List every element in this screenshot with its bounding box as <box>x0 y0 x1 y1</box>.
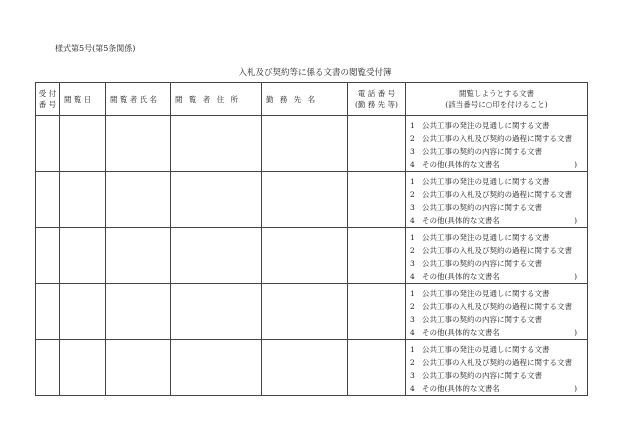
documents-cell <box>406 116 588 172</box>
documents-cell <box>406 340 588 396</box>
document-option-4[interactable] <box>410 326 587 339</box>
form-number: 様式第5号(第5条関係) <box>55 44 136 53</box>
view-date-cell[interactable] <box>60 172 106 228</box>
document-option-list <box>406 284 587 339</box>
document-option-4[interactable] <box>410 270 587 283</box>
closing-paren: ) <box>574 216 577 225</box>
documents-cell <box>406 172 588 228</box>
option-label: その他(具体的な文書名 <box>422 216 500 225</box>
viewer-address-cell[interactable] <box>171 116 262 172</box>
workplace-cell[interactable] <box>262 116 348 172</box>
document-option-list <box>406 340 587 395</box>
receipt-number-cell[interactable] <box>36 116 60 172</box>
document-option-2[interactable] <box>410 300 587 313</box>
closing-paren: ) <box>574 272 577 281</box>
document-title: 入札及び契約等に係る文書の閲覧受付簿 <box>238 68 392 78</box>
option-number: 4 <box>410 328 415 337</box>
option-label: 公共工事の入札及び契約の過程に関する文書 <box>422 190 572 199</box>
header-phone <box>348 83 406 116</box>
option-number: 3 <box>410 147 415 156</box>
header-receipt-number-line1: 受 付 <box>38 89 57 98</box>
header-phone-line2: (勤 務 先 等) <box>354 100 398 109</box>
document-option-list <box>406 228 587 283</box>
workplace-cell[interactable] <box>262 172 348 228</box>
view-date-cell[interactable] <box>60 116 106 172</box>
phone-cell[interactable] <box>348 340 406 396</box>
viewer-name-cell[interactable] <box>106 116 171 172</box>
header-row <box>36 83 588 116</box>
option-number: 2 <box>410 358 415 367</box>
table-row <box>36 340 588 396</box>
receipt-number-cell[interactable] <box>36 228 60 284</box>
closing-paren: ) <box>574 328 577 337</box>
table-row <box>36 228 588 284</box>
closing-paren: ) <box>574 384 577 393</box>
option-number: 1 <box>410 177 415 186</box>
viewer-address-cell[interactable] <box>171 172 262 228</box>
document-option-3[interactable] <box>410 145 587 158</box>
phone-cell[interactable] <box>348 172 406 228</box>
viewer-name-cell[interactable] <box>106 172 171 228</box>
workplace-cell[interactable] <box>262 284 348 340</box>
header-documents-line2: (該当番号に○印を付けること) <box>445 100 548 109</box>
table-row <box>36 116 588 172</box>
option-number: 2 <box>410 302 415 311</box>
option-number: 4 <box>410 272 415 281</box>
document-option-1[interactable] <box>410 231 587 244</box>
option-label: 公共工事の発注の見通しに関する文書 <box>422 177 550 186</box>
header-phone-line1: 電 話 番 号 <box>357 89 396 98</box>
option-number: 2 <box>410 246 415 255</box>
option-label: 公共工事の入札及び契約の過程に関する文書 <box>422 246 572 255</box>
header-view-date: 閲 覧 日 <box>60 83 106 116</box>
header-viewer-address: 閲 覧 者 住 所 <box>171 83 262 116</box>
phone-cell[interactable] <box>348 228 406 284</box>
documents-cell <box>406 228 588 284</box>
option-label: その他(具体的な文書名 <box>422 160 500 169</box>
documents-cell <box>406 284 588 340</box>
viewer-name-cell[interactable] <box>106 228 171 284</box>
option-number: 4 <box>410 384 415 393</box>
option-number: 2 <box>410 190 415 199</box>
option-number: 1 <box>410 121 415 130</box>
option-label: 公共工事の発注の見通しに関する文書 <box>422 345 550 354</box>
option-label: 公共工事の発注の見通しに関する文書 <box>422 121 550 130</box>
receipt-number-cell[interactable] <box>36 284 60 340</box>
workplace-cell[interactable] <box>262 228 348 284</box>
document-option-3[interactable] <box>410 313 587 326</box>
option-label: 公共工事の契約の内容に関する文書 <box>422 371 542 380</box>
document-option-1[interactable] <box>410 287 587 300</box>
option-label: 公共工事の発注の見通しに関する文書 <box>422 233 550 242</box>
workplace-cell[interactable] <box>262 340 348 396</box>
option-label: 公共工事の契約の内容に関する文書 <box>422 259 542 268</box>
document-option-4[interactable] <box>410 158 587 171</box>
document-option-2[interactable] <box>410 356 587 369</box>
option-label: 公共工事の入札及び契約の過程に関する文書 <box>422 134 572 143</box>
document-option-3[interactable] <box>410 257 587 270</box>
register-body <box>36 116 588 396</box>
header-workplace: 勤 務 先 名 <box>262 83 348 116</box>
document-option-2[interactable] <box>410 244 587 257</box>
receipt-number-cell[interactable] <box>36 172 60 228</box>
option-label: 公共工事の入札及び契約の過程に関する文書 <box>422 358 572 367</box>
receipt-number-cell[interactable] <box>36 340 60 396</box>
option-label: その他(具体的な文書名 <box>422 328 500 337</box>
header-receipt-number <box>36 83 60 116</box>
document-option-1[interactable] <box>410 119 587 132</box>
option-number: 1 <box>410 233 415 242</box>
option-number: 3 <box>410 259 415 268</box>
view-date-cell[interactable] <box>60 340 106 396</box>
document-option-3[interactable] <box>410 201 587 214</box>
option-label: 公共工事の入札及び契約の過程に関する文書 <box>422 302 572 311</box>
header-documents <box>406 83 588 116</box>
document-option-4[interactable] <box>410 382 587 395</box>
option-number: 2 <box>410 134 415 143</box>
option-number: 3 <box>410 315 415 324</box>
option-number: 4 <box>410 216 415 225</box>
document-option-2[interactable] <box>410 132 587 145</box>
header-receipt-number-line2: 番 号 <box>38 100 57 109</box>
option-label: 公共工事の発注の見通しに関する文書 <box>422 289 550 298</box>
table-row <box>36 172 588 228</box>
document-option-4[interactable] <box>410 214 587 227</box>
viewing-register-table <box>35 82 588 396</box>
option-label: 公共工事の契約の内容に関する文書 <box>422 315 542 324</box>
option-number: 3 <box>410 371 415 380</box>
viewer-name-cell[interactable] <box>106 284 171 340</box>
phone-cell[interactable] <box>348 116 406 172</box>
closing-paren: ) <box>574 160 577 169</box>
option-number: 4 <box>410 160 415 169</box>
viewer-address-cell[interactable] <box>171 228 262 284</box>
option-number: 3 <box>410 203 415 212</box>
option-label: 公共工事の契約の内容に関する文書 <box>422 203 542 212</box>
view-date-cell[interactable] <box>60 228 106 284</box>
document-option-1[interactable] <box>410 175 587 188</box>
option-label: その他(具体的な文書名 <box>422 384 500 393</box>
document-option-3[interactable] <box>410 369 587 382</box>
option-label: その他(具体的な文書名 <box>422 272 500 281</box>
view-date-cell[interactable] <box>60 284 106 340</box>
phone-cell[interactable] <box>348 284 406 340</box>
document-option-list <box>406 116 587 171</box>
viewer-address-cell[interactable] <box>171 284 262 340</box>
viewer-name-cell[interactable] <box>106 340 171 396</box>
option-number: 1 <box>410 289 415 298</box>
document-option-2[interactable] <box>410 188 587 201</box>
header-viewer-name: 閲 覧 者 氏 名 <box>106 83 171 116</box>
document-option-1[interactable] <box>410 343 587 356</box>
option-label: 公共工事の契約の内容に関する文書 <box>422 147 542 156</box>
header-documents-line1: 閲覧しようとする文書 <box>459 89 534 98</box>
document-option-list <box>406 172 587 227</box>
option-number: 1 <box>410 345 415 354</box>
viewer-address-cell[interactable] <box>171 340 262 396</box>
table-row <box>36 284 588 340</box>
